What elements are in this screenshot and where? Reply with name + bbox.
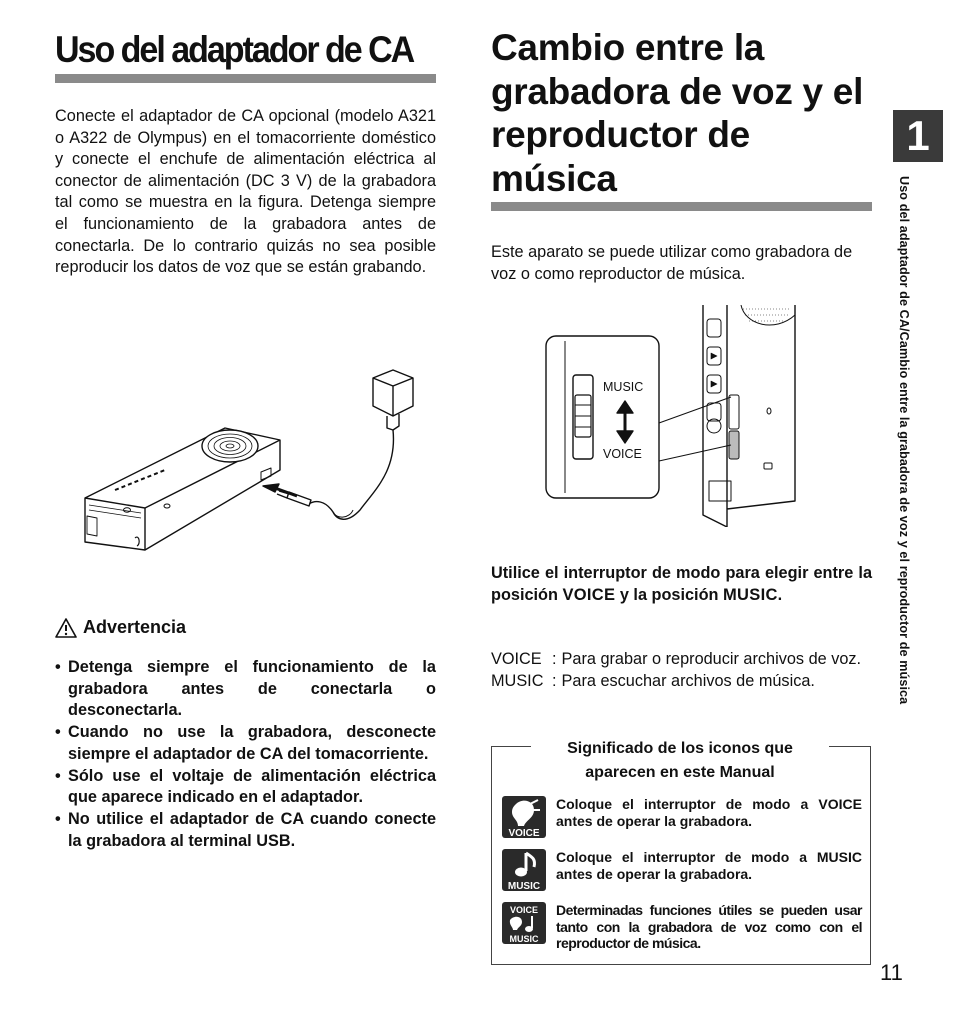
legend-text: Determinadas funciones útiles se pueden usar tanto con la grabadora de voz como con el reproductor de música. xyxy=(556,902,862,951)
voice-music-mode-icon xyxy=(502,902,546,944)
warning-list xyxy=(55,657,436,852)
legend-item-voice xyxy=(502,796,862,838)
chapter-tab: 1 xyxy=(893,110,943,162)
warning-icon xyxy=(55,618,77,638)
page-number: 11 xyxy=(880,960,903,985)
legend-text: Coloque el interruptor de modo a MUSIC antes de operar la grabadora. xyxy=(556,849,862,882)
section-title-mode-switch: Cambio entre la grabadora de voz y el reproductor de música xyxy=(491,27,864,199)
svg-text:VOICE: VOICE xyxy=(509,905,539,915)
legend-text: Coloque el interruptor de modo a VOICE antes de operar la grabadora. xyxy=(556,796,862,829)
mode-definitions xyxy=(491,649,872,693)
mode-description: Para escuchar archivos de música. xyxy=(561,671,815,690)
svg-text:MUSIC: MUSIC xyxy=(507,881,541,891)
mode-instruction: Utilice el interruptor de modo para elegir entre la posición VOICE y la posición MUSIC. xyxy=(491,564,872,604)
title-underline xyxy=(55,74,436,83)
ac-adapter-intro: Conecte el adaptador de CA opcional (modelo A321 o A322 de Olympus) en el tomacorriente doméstico y conecte el enchufe de alimentación eléctrica al conector de alimentación (DC 3 V) de la grabadora tal como se muestra en la figura. Detenga siempre el funcionamiento de la grabadora antes de conectarla. De lo contrario quizás no sea posible reproducir los datos de voz que se están grabando. xyxy=(55,107,436,277)
warning-title: Advertencia xyxy=(83,617,187,637)
mode-name: MUSIC xyxy=(491,671,544,690)
switch-label-music: MUSIC xyxy=(603,380,644,394)
svg-text:VOICE: VOICE xyxy=(508,828,540,838)
title-underline xyxy=(491,202,872,211)
mode-switch-intro: Este aparato se puede utilizar como grabadora de voz o como reproductor de música. xyxy=(491,243,853,283)
svg-text:MUSIC: MUSIC xyxy=(509,934,539,944)
mode-description: Para grabar o reproducir archivos de voz. xyxy=(561,650,862,668)
voice-keyword: VOICE xyxy=(562,585,616,604)
list-item: • Cuando no use la grabadora, desconecte siempre el adaptador de CA del tomacorriente. xyxy=(55,722,436,765)
mode-row-music: MUSIC : Para escuchar archivos de música. xyxy=(491,671,872,693)
switch-label-voice: VOICE xyxy=(603,447,642,461)
warning-heading xyxy=(55,617,186,638)
mode-switch-illustration xyxy=(545,305,815,527)
mode-row-voice: VOICE : Para grabar o reproducir archivos de voz. xyxy=(491,649,872,671)
legend-item-music xyxy=(502,849,862,891)
section-title-ac-adapter: Uso del adaptador de CA xyxy=(55,29,414,70)
list-item: • Sólo use el voltaje de alimentación eléctrica que aparece indicado en el adaptador. xyxy=(55,766,436,809)
music-keyword: MUSIC xyxy=(723,585,778,604)
mode-name: VOICE xyxy=(491,650,542,668)
music-mode-icon xyxy=(502,849,546,891)
list-item: • No utilice el adaptador de CA cuando conecte la grabadora al terminal USB. xyxy=(55,809,436,852)
legend-item-voice-music xyxy=(502,902,862,952)
running-header: Uso del adaptador de CA/Cambio entre la grabadora de voz y el reproductor de música xyxy=(897,176,911,705)
ac-adapter-illustration xyxy=(75,360,435,560)
voice-mode-icon xyxy=(502,796,546,838)
icon-legend-title: Significado de los iconos que aparecen en este Manual xyxy=(567,740,793,781)
list-item: • Detenga siempre el funcionamiento de la grabadora antes de conectarla o desconectarla. xyxy=(55,657,436,722)
